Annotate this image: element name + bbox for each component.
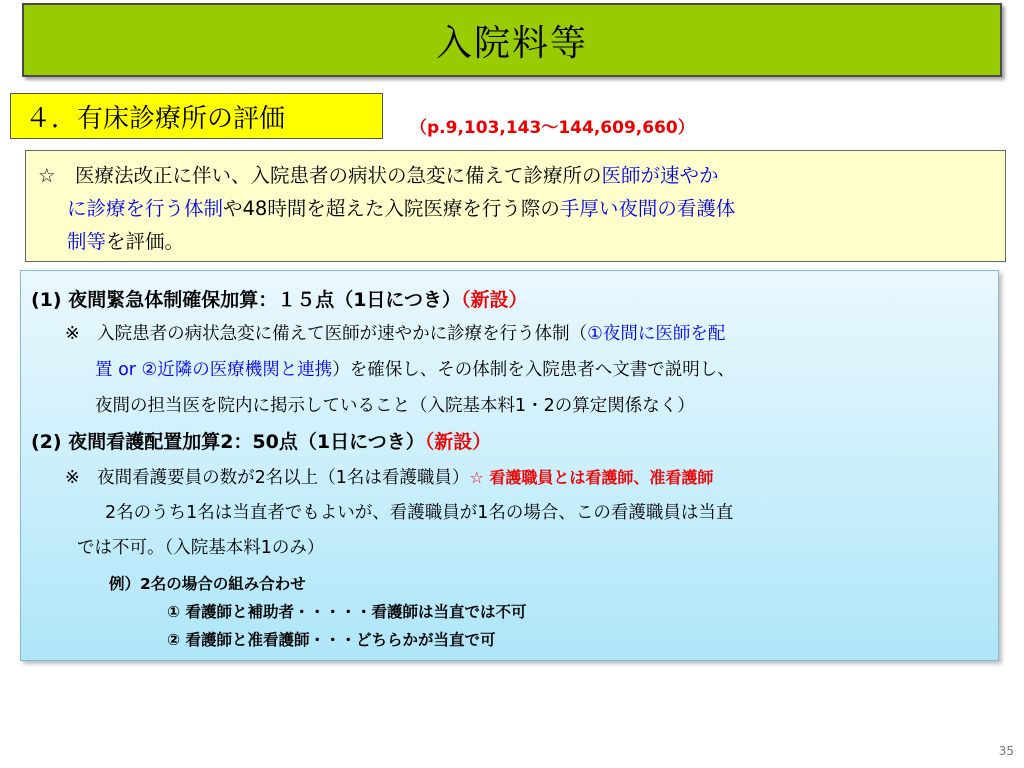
item-1-line-2	[95, 356, 735, 381]
slide-title: 入院料等	[435, 22, 588, 64]
item-2-title: (2) 夜間看護配置加算2：50点（1日につき）	[31, 431, 425, 453]
item-2-text: ※ 夜間看護要員の数が2名以上（1名は看護職員）	[65, 468, 470, 488]
item-1-title: (1) 夜間緊急体制確保加算：１５点（1日につき）	[31, 289, 462, 311]
example-heading: 例）2名の場合の組み合わせ	[109, 575, 306, 593]
title-bar	[22, 3, 1002, 77]
detail-box	[20, 270, 999, 661]
item-1-highlight: ①夜間に医師を配	[587, 324, 726, 344]
item-1-text: ※ 入院患者の病状急変に備えて医師が速やかに診療を行う体制（	[65, 324, 588, 344]
item-1-text: ）を確保し、その体制を入院患者へ文書で説明し、	[332, 360, 735, 380]
summary-box	[25, 150, 1006, 262]
item-2-line-1	[65, 464, 713, 489]
item-1-highlight: 置 or ②近隣の医療機関と連携	[95, 360, 333, 380]
item-2-line-3: では不可。（入院基本料1のみ）	[77, 538, 325, 558]
summary-line-2	[38, 192, 993, 225]
summary-highlight: 制等	[67, 230, 107, 253]
item-1-new-badge: （新設）	[461, 289, 528, 311]
page-reference: （p.9,103,143～144,609,660）	[410, 118, 695, 138]
summary-highlight: 医師が速やか	[601, 164, 719, 187]
summary-text: や48時間を超えた入院医療を行う際の	[223, 197, 560, 220]
summary-highlight: 手厚い夜間の看護体	[559, 197, 736, 220]
item-1-line-1	[65, 320, 725, 345]
item-2-note: ☆ 看護職員とは看護師、准看護師	[469, 468, 714, 487]
summary-text: を評価。	[106, 230, 185, 253]
example-item-1: ① 看護師と補助者・・・・・看護師は当直では不可	[167, 603, 527, 621]
summary-text: ☆ 医療法改正に伴い、入院患者の病状の急変に備えて診療所の	[38, 164, 602, 187]
example-item-2: ② 看護師と准看護師・・・どちらかが当直で可	[167, 631, 496, 649]
page-number: 35	[998, 744, 1014, 758]
item-1-line-3: 夜間の担当医を院内に掲示していること（入院基本料1・2の算定関係なく）	[95, 396, 695, 416]
summary-line-1	[38, 159, 993, 192]
section-label: ４．有床診療所の評価	[10, 93, 383, 139]
item-2-heading	[31, 427, 491, 454]
summary-line-3	[38, 225, 993, 258]
summary-highlight: に診療を行う体制	[67, 197, 224, 220]
item-1-heading	[31, 285, 528, 312]
item-2-new-badge: （新設）	[424, 431, 492, 453]
item-2-line-2: 2名のうち1名は当直者でもよいが、看護職員が1名の場合、この看護職員は当直	[105, 503, 734, 523]
